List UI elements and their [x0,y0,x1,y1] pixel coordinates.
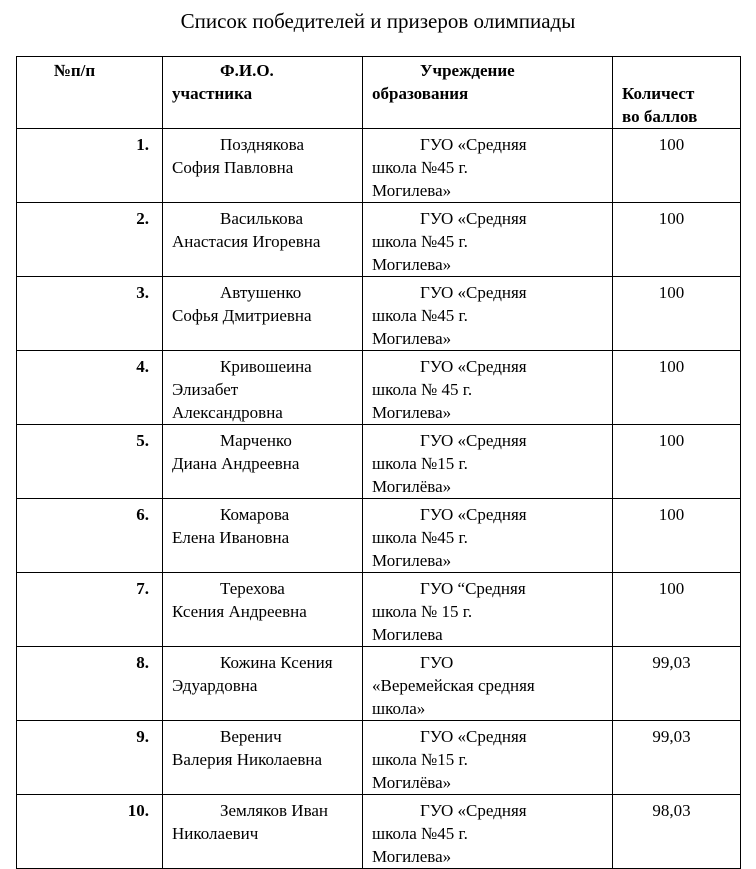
school-name-line: школа №15 г. [372,454,468,473]
participant-name [163,425,363,499]
score-value: 100 [613,425,741,499]
school-name-line: ГУО «Средняя [420,431,527,450]
page-title: Список победителей и призеров олимпиады [180,9,576,33]
school-name-line: Могилева» [372,329,452,348]
score-value: 100 [613,277,741,351]
participant-name [163,277,363,351]
row-number: 6. [17,499,163,573]
school-name-line: школа» [372,699,426,718]
row-number: 9. [17,721,163,795]
header-school-line1: Учреждение [420,61,515,80]
school-name [363,351,613,425]
school-name-line: школа № 45 г. [372,380,473,399]
header-school [363,57,613,129]
participant-name [163,795,363,869]
participant-name [163,573,363,647]
table-row [17,573,741,647]
participant-name [163,129,363,203]
header-num-label: №п/п [53,61,96,80]
participant-name-line: Позднякова [220,135,304,154]
participant-name-line: Софья Дмитриевна [172,306,312,325]
participant-name-line: Ксения Андреевна [172,602,307,621]
school-name [363,573,613,647]
participant-name-line: Василькова [220,209,304,228]
school-name-line: школа №45 г. [372,528,468,547]
school-name [363,203,613,277]
participant-name-line: Кожина Ксения [220,653,333,672]
school-name [363,129,613,203]
school-name-line: школа №45 г. [372,232,468,251]
table-row [17,351,741,425]
school-name-line: ГУО «Средняя [420,209,527,228]
score-value: 98,03 [613,795,741,869]
participant-name [163,721,363,795]
school-name-line: Могилева» [372,551,452,570]
participant-name [163,647,363,721]
school-name-line: Могилева [372,625,443,644]
school-name-line: школа №15 г. [372,750,468,769]
participant-name-line: Автушенко [220,283,302,302]
header-score [613,57,741,129]
participant-name-line: София Павловна [172,158,294,177]
school-name [363,499,613,573]
results-body [17,129,741,869]
school-name [363,721,613,795]
table-row [17,499,741,573]
header-name-line1: Ф.И.О. [220,61,274,80]
participant-name-line: Валерия Николаевна [172,750,323,769]
score-value: 100 [613,129,741,203]
school-name-line: школа №45 г. [372,824,468,843]
header-row [17,57,741,129]
score-value: 100 [613,351,741,425]
participant-name [163,203,363,277]
header-school-line2: образования [372,84,469,103]
header-score-line1: Количест [622,84,695,103]
school-name-line: Могилёва» [372,477,452,496]
score-value: 99,03 [613,721,741,795]
school-name-line: школа №45 г. [372,158,468,177]
table-row [17,277,741,351]
participant-name-line: Елена Ивановна [172,528,290,547]
participant-name-line: Марченко [220,431,292,450]
school-name-line: Могилева» [372,181,452,200]
school-name-line: ГУО «Средняя [420,801,527,820]
school-name [363,647,613,721]
row-number: 8. [17,647,163,721]
participant-name-line: Элизабет [172,380,239,399]
score-value: 99,03 [613,647,741,721]
row-number: 5. [17,425,163,499]
table-row [17,203,741,277]
header-score-line2: во баллов [622,107,698,126]
table-row [17,795,741,869]
row-number: 2. [17,203,163,277]
header-name-line2: участника [172,84,253,103]
participant-name-line: Диана Андреевна [172,454,300,473]
participant-name-line: Кривошеина [220,357,312,376]
header-name [163,57,363,129]
row-number: 10. [17,795,163,869]
school-name-line: Могилева» [372,847,452,866]
row-number: 1. [17,129,163,203]
school-name-line: ГУО «Средняя [420,505,527,524]
row-number: 4. [17,351,163,425]
school-name [363,795,613,869]
participant-name-line: Александровна [172,403,283,422]
table-row [17,129,741,203]
participant-name-line: Эдуардовна [172,676,258,695]
table-row [17,721,741,795]
results-table [16,56,741,869]
school-name-line: «Веремейская средняя [372,676,535,695]
school-name [363,425,613,499]
row-number: 3. [17,277,163,351]
participant-name-line: Веренич [220,727,282,746]
school-name-line: ГУО «Средняя [420,727,527,746]
header-num [17,57,163,129]
participant-name [163,499,363,573]
row-number: 7. [17,573,163,647]
school-name-line: ГУО «Средняя [420,135,527,154]
participant-name-line: Николаевич [172,824,259,843]
school-name-line: Могилёва» [372,773,452,792]
school-name-line: ГУО «Средняя [420,283,527,302]
table-row [17,425,741,499]
participant-name-line: Земляков Иван [220,801,329,820]
school-name-line: школа №45 г. [372,306,468,325]
school-name-line: школа № 15 г. [372,602,473,621]
school-name-line: Могилева» [372,403,452,422]
school-name-line: ГУО “Средняя [420,579,526,598]
participant-name-line: Комарова [220,505,290,524]
school-name-line: ГУО [420,653,454,672]
participant-name-line: Терехова [220,579,285,598]
school-name [363,277,613,351]
participant-name-line: Анастасия Игоревна [172,232,321,251]
school-name-line: ГУО «Средняя [420,357,527,376]
participant-name [163,351,363,425]
score-value: 100 [613,203,741,277]
score-value: 100 [613,573,741,647]
score-value: 100 [613,499,741,573]
table-row [17,647,741,721]
school-name-line: Могилева» [372,255,452,274]
